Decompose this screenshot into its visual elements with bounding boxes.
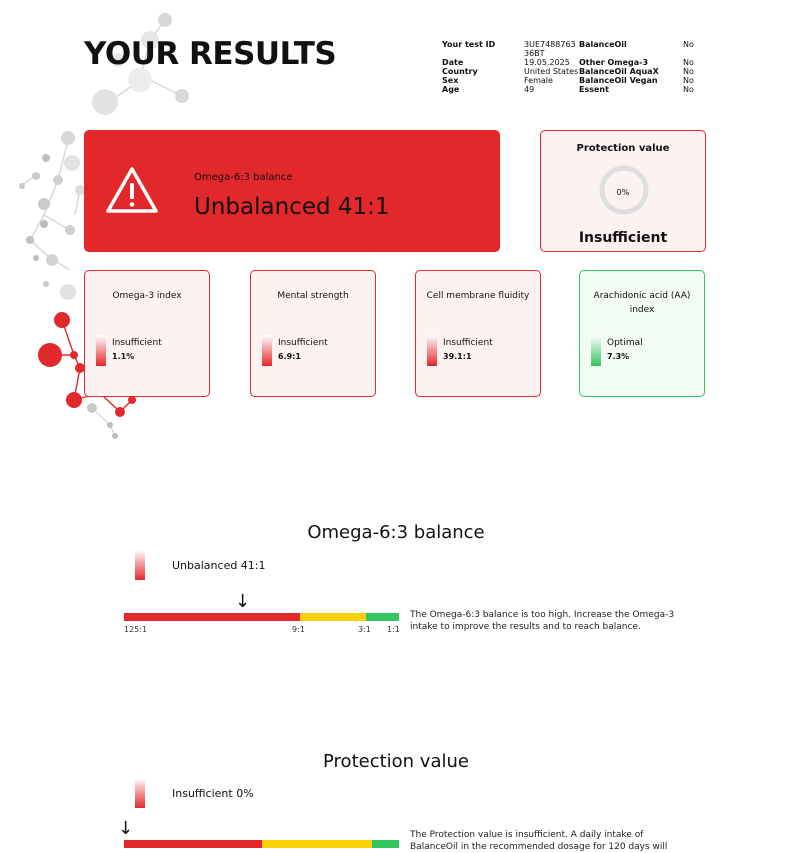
balance-gradient-bar	[135, 550, 145, 580]
info-row	[442, 76, 703, 85]
info-label: BalanceOil Vegan	[579, 76, 658, 85]
card-status: Insufficient	[443, 338, 493, 348]
page-title: YOUR RESULTS	[84, 36, 337, 72]
arrow-down-icon: ↓	[118, 818, 134, 839]
omega-balance-card	[84, 130, 500, 252]
status-gradient-bar	[262, 335, 272, 366]
card-status: Insufficient	[112, 338, 162, 348]
info-value: 49	[524, 85, 535, 94]
protection-section-label: Insufficient 0%	[172, 787, 254, 800]
info-value: Female	[524, 76, 553, 85]
info-label: Age	[442, 85, 460, 94]
arachidonic-acid-card	[579, 270, 705, 397]
protection-section-title: Protection value	[323, 751, 469, 772]
protection-card-title: Protection value	[576, 143, 670, 154]
info-row	[442, 40, 703, 58]
mental-strength-card	[250, 270, 376, 397]
protection-gradient-bar	[135, 778, 145, 808]
protection-value-card	[540, 130, 706, 252]
balance-section-title: Omega-6:3 balance	[307, 522, 485, 543]
protection-status: Insufficient	[578, 230, 668, 246]
protection-description: The Protection value is insufficient. A daily intake of BalanceOil in the recommended dosage for 120 days will	[410, 830, 668, 852]
info-value: 3UE7488763 36BT	[524, 40, 576, 58]
info-label: Sex	[442, 76, 459, 85]
balance-scale-green	[366, 613, 399, 621]
balance-description: The Omega-6:3 balance is too high. Increase the Omega-3 intake to improve the results and to reach balance.	[410, 610, 675, 632]
info-label: Date	[442, 58, 464, 67]
balance-scale-yellow	[300, 613, 366, 621]
warning-triangle-icon	[106, 166, 158, 214]
card-title: Cell membrane fluidity	[426, 291, 530, 301]
balance-section-label: Unbalanced 41:1	[172, 559, 266, 572]
cell-membrane-fluidity-card	[415, 270, 541, 397]
card-value: 1.1%	[112, 352, 135, 361]
protection-scale-yellow	[262, 840, 372, 848]
info-label: BalanceOil AquaX	[579, 67, 659, 76]
info-value: 19.05.2025	[524, 58, 570, 67]
info-row	[442, 67, 703, 76]
info-value: No	[683, 85, 694, 94]
protection-scale-green	[372, 840, 399, 848]
card-title: Mental strength	[277, 291, 349, 301]
balance-subtitle: Omega-6:3 balance	[194, 172, 293, 183]
protection-percent: 0%	[616, 188, 630, 197]
info-row	[442, 58, 703, 67]
card-status: Insufficient	[278, 338, 328, 348]
card-title: Arachidonic acid (AA) index	[593, 291, 691, 315]
balance-scale-red	[124, 613, 300, 621]
info-label: Other Omega-3	[579, 58, 649, 67]
info-value: No	[683, 40, 694, 49]
status-gradient-bar	[96, 335, 106, 366]
info-value: No	[683, 58, 694, 67]
card-value: 6.9:1	[278, 352, 301, 361]
test-info-table	[442, 40, 703, 94]
info-value: No	[683, 67, 694, 76]
arrow-down-icon: ↓	[235, 591, 251, 612]
status-gradient-bar	[591, 335, 601, 366]
status-gradient-bar	[427, 335, 437, 366]
card-value: 39.1:1	[443, 352, 472, 361]
scale-tick: 1:1	[387, 625, 400, 634]
card-title: Omega-3 index	[112, 291, 182, 301]
balance-value: Unbalanced 41:1	[194, 194, 390, 220]
scale-tick: 3:1	[358, 625, 371, 634]
omega3-index-card	[84, 270, 210, 397]
info-label: Essent	[579, 85, 609, 94]
info-value: United States	[524, 67, 579, 76]
info-row	[442, 85, 703, 94]
protection-scale-red	[124, 840, 262, 848]
info-label: Your test ID	[442, 40, 496, 49]
info-label: Country	[442, 67, 478, 76]
scale-tick: 9:1	[292, 625, 305, 634]
info-label: BalanceOil	[579, 40, 627, 49]
scale-tick: 125:1	[124, 625, 148, 634]
card-status: Optimal	[607, 338, 643, 348]
card-value: 7.3%	[607, 352, 630, 361]
info-value: No	[683, 76, 694, 85]
